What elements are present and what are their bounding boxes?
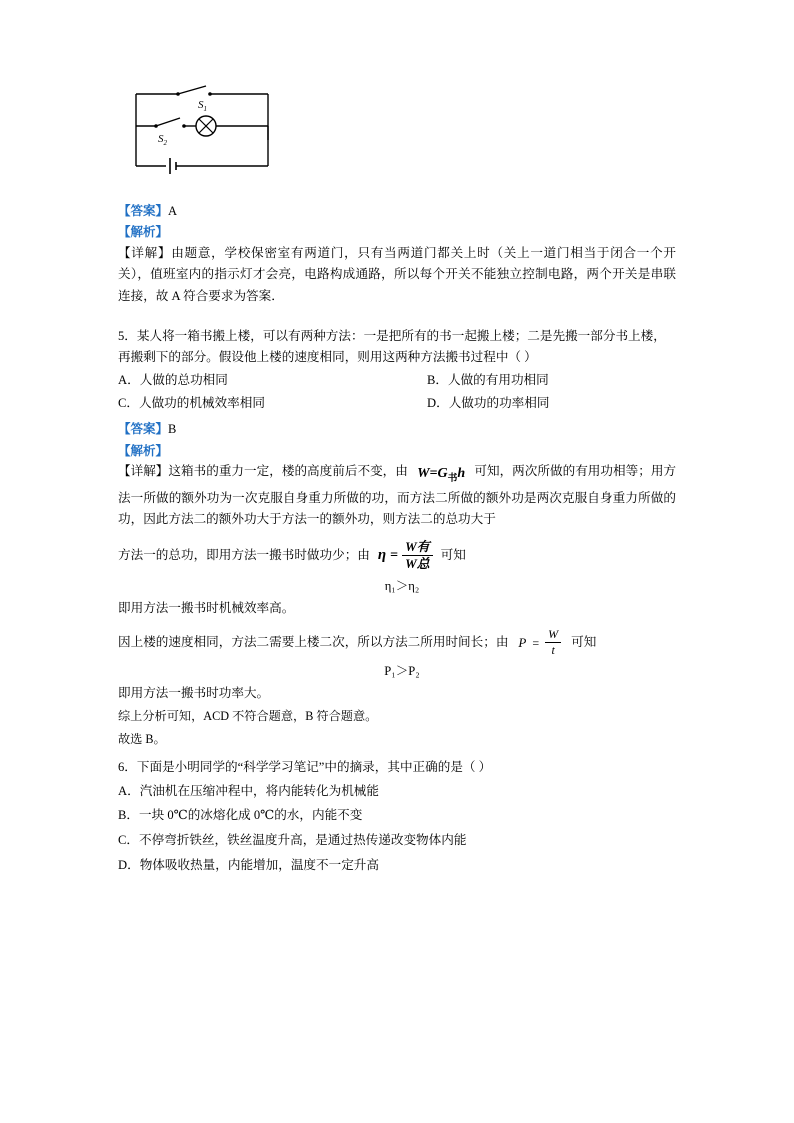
q5-options-row-2	[118, 392, 676, 415]
q5-eta-formula-row	[118, 539, 676, 573]
q6-option-b[interactable]: B．一块 0℃的冰熔化成 0℃的水，内能不变	[118, 808, 363, 823]
eta-numerator: W有	[402, 539, 433, 556]
q5-answer-label: 【答案】	[118, 422, 169, 437]
q5-detail-part4: 可知	[440, 548, 466, 563]
q5-analysis-label: 【解析】	[118, 443, 169, 458]
switch2-label: $S_2$	[158, 133, 167, 147]
switch1-label: $S_1$	[198, 99, 207, 113]
q5-answer-value: B	[168, 422, 177, 437]
q5-detail-part7: 可知	[571, 635, 597, 649]
q5-number: 5．	[118, 328, 137, 343]
circuit-diagram-figure	[118, 82, 676, 192]
q5-stem: 某人将一箱书搬上楼，可以有两种方法：一是把所有的书一起搬上楼；二是先搬一部分书上楼，再搬剩下的部分。假设他上楼的速度相同，则用这两种方法搬书过程中（ ）	[118, 328, 666, 365]
formula-work: $W=G_书h$	[417, 466, 466, 484]
q5-detail-part8: 即用方法一搬书时功率大。	[118, 686, 270, 701]
q4-answer-value: A	[168, 204, 178, 218]
q4-detail: 【详解】由题意，学校保密室有两道门，只有当两道门都关上时（关上一道门相当于闭合一个开关），值班室内的指示灯才会亮，电路构成通路，所以每个开关不能独立控制电路，两个开关是串联连接，故 A 符合要求为答案．	[118, 245, 676, 304]
formula-power: P = $\frac{W}{t}$	[508, 627, 571, 658]
q5-answer-line	[118, 420, 676, 439]
q6-option-d[interactable]: D．物体吸收热量，内能增加，温度不一定升高	[118, 857, 379, 872]
q5-detail-part2: 可知，两次所做的有用功相等；用方法一所做的额外功为一次克服自身重力所做的功，而方法二所做的额外功是两次克服自身重力所做的功，因此方法二的额外功大于方法一的额外功，则方法二的总功大于	[118, 464, 677, 527]
q6-number: 6．	[118, 760, 137, 775]
q5-detail-part1-block	[118, 461, 676, 531]
q5-detail-part1: 【详解】这箱书的重力一定，楼的高度前后不变，由	[118, 464, 408, 479]
power-denominator: t	[551, 643, 555, 658]
q5-detail-part3: 方法一的总功，即用方法一搬书时做功少；由	[118, 548, 370, 563]
q6-stem-block	[118, 757, 676, 779]
q4-analysis-line	[118, 223, 676, 242]
q6-stem: 下面是小明同学的“科学学习笔记”中的摘录，其中正确的是（ ）	[136, 760, 492, 775]
q5-power-compare: P₁＞P₂	[384, 664, 420, 679]
q5-analysis-line	[118, 442, 676, 461]
q6-option-c[interactable]: C．不停弯折铁丝，铁丝温度升高，是通过热传递改变物体内能	[118, 832, 467, 847]
power-numerator: W	[545, 627, 561, 643]
q5-detail-part5: 即用方法一搬书时机械效率高。	[118, 600, 295, 615]
q5-stem-block	[118, 326, 676, 369]
q6-option-a[interactable]: A．汽油机在压缩冲程中，将内能转化为机械能	[118, 783, 379, 798]
q5-option-d[interactable]: D．人做功的功率相同	[427, 395, 550, 410]
q4-answer-line	[118, 202, 676, 221]
eta-symbol: η	[377, 547, 387, 564]
q4-answer-label: 【答案】	[118, 204, 169, 218]
q5-option-c[interactable]: C．人做功的机械效率相同	[118, 395, 265, 410]
q5-detail-part6: 因上楼的速度相同，方法二需要上楼二次，所以方法二所用时间长；由	[118, 635, 509, 649]
q5-conclusion-1: 综上分析可知，ACD 不符合题意，B 符合题意。	[118, 708, 378, 723]
circuit-diagram-svg	[118, 82, 378, 192]
q5-eta-compare: η₁＞η₂	[384, 578, 420, 593]
q5-option-b[interactable]: B．人做的有用功相同	[427, 373, 549, 388]
q5-power-formula-row	[118, 627, 676, 658]
q5-conclusion-2: 故选 B。	[118, 732, 166, 747]
formula-efficiency: η = $\frac{\text{W有}}{\text{W总}}$	[370, 539, 441, 573]
power-symbol: P	[518, 634, 527, 650]
q5-options-row-1	[118, 369, 676, 392]
q5-option-a[interactable]: A．人做的总功相同	[118, 373, 228, 388]
eta-denominator: W总	[405, 556, 430, 572]
q4-analysis-label: 【解析】	[118, 225, 169, 240]
